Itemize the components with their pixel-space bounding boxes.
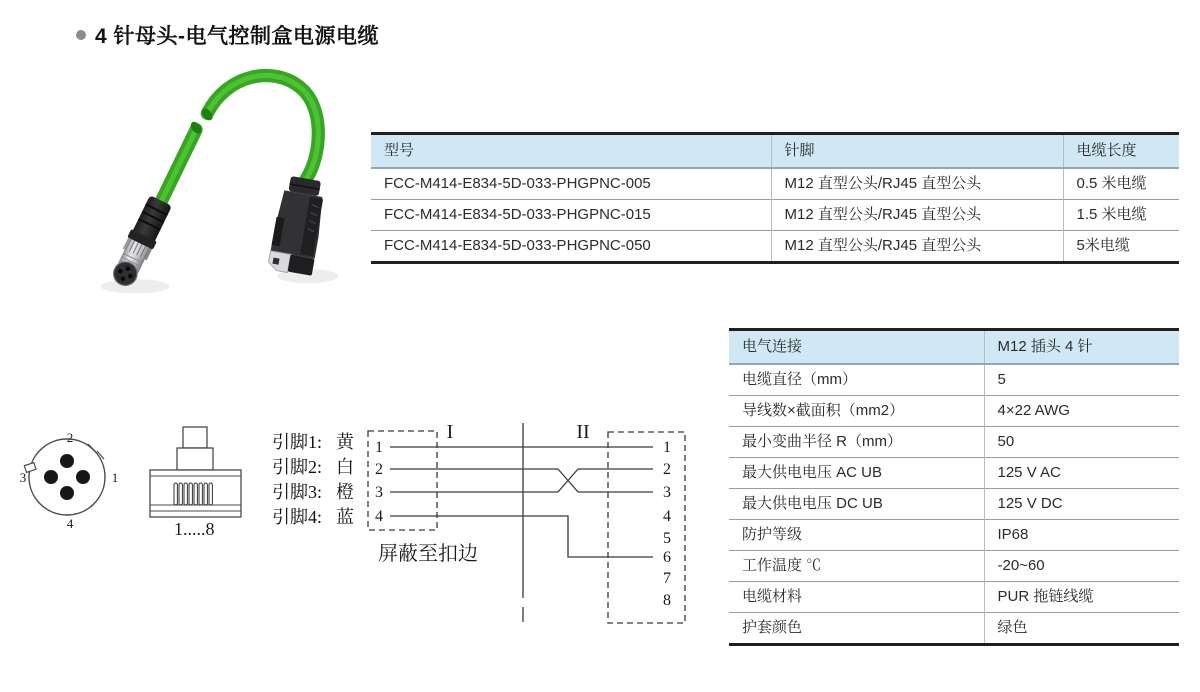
table-cell: 0.5 米电缆 <box>1063 168 1179 200</box>
m12-face-diagram <box>14 420 124 538</box>
table-row <box>729 396 1179 427</box>
models-table <box>371 132 1179 264</box>
table-row <box>729 364 1179 396</box>
bullet-icon <box>76 30 86 40</box>
rj45-connector <box>267 175 328 277</box>
m12-pin-label-2: 2 <box>66 430 74 445</box>
table-cell: 最小变曲半径 R（mm） <box>729 427 984 458</box>
shadow <box>100 279 169 293</box>
pin-color-legend <box>272 430 354 530</box>
models-table-body <box>371 168 1179 263</box>
column-header-model: 型号 <box>371 134 771 169</box>
table-row <box>729 458 1179 489</box>
legend-color: 黄 <box>336 432 354 452</box>
shield-note: 屏蔽至扣边 <box>378 543 478 565</box>
table-cell: 绿色 <box>984 613 1179 645</box>
page-title: 4 针母头-电气控制盒电源电缆 <box>95 25 380 48</box>
table-cell: FCC-M414-E834-5D-033-PHGPNC-050 <box>371 231 771 263</box>
table-cell: 护套颜色 <box>729 613 984 645</box>
right-pin-1: 1 <box>663 439 671 456</box>
right-pin-8: 8 <box>663 592 671 609</box>
legend-color: 白 <box>336 457 354 477</box>
left-pin-2: 2 <box>375 461 383 478</box>
legend-row <box>272 505 354 530</box>
connector-2-box <box>608 432 685 623</box>
right-pin-6: 6 <box>663 549 671 566</box>
right-pin-7: 7 <box>663 570 671 587</box>
legend-row <box>272 430 354 455</box>
legend-color: 蓝 <box>336 507 354 527</box>
specs-table <box>729 328 1179 646</box>
m12-connector <box>107 194 173 290</box>
table-row <box>371 168 1179 200</box>
right-pin-5: 5 <box>663 530 671 547</box>
table-cell: FCC-M414-E834-5D-033-PHGPNC-005 <box>384 175 651 192</box>
left-pin-3: 3 <box>375 484 383 501</box>
wires <box>390 447 653 557</box>
table-row <box>729 427 1179 458</box>
wiring-diagram <box>360 415 695 633</box>
table-cell: -20~60 <box>984 551 1179 582</box>
left-pin-1: 1 <box>375 439 383 456</box>
table-row <box>729 613 1179 645</box>
legend-pin: 引脚1: <box>272 432 323 452</box>
legend-row <box>272 455 354 480</box>
table-row <box>371 231 1179 263</box>
table-cell: FCC-M414-E834-5D-033-PHGPNC-015 <box>371 200 771 231</box>
table-cell: 电缆直径（mm） <box>742 371 857 388</box>
table-cell: 防护等级 <box>729 520 984 551</box>
table-cell: M12 直型公头/RJ45 直型公头 <box>771 231 1063 263</box>
specs-table-header-row <box>729 330 1179 365</box>
table-row <box>729 520 1179 551</box>
table-cell: 5米电缆 <box>1063 231 1179 263</box>
column-header-length: 电缆长度 <box>1063 134 1179 169</box>
column-header-pins: 针脚 <box>771 134 1063 169</box>
table-cell: 5 <box>984 364 1179 396</box>
table-cell: 导线数×截面积（mm2） <box>729 396 984 427</box>
rj45-pin-range-label: 1.....8 <box>174 519 215 539</box>
m12-pin-label-1: 1 <box>111 470 119 485</box>
table-cell: 工作温度 ℃ <box>729 551 984 582</box>
legend-pin: 引脚3: <box>272 482 323 502</box>
legend-pin: 引脚4: <box>272 507 323 527</box>
right-pin-4: 4 <box>663 508 671 525</box>
models-table-header-row <box>371 134 1179 169</box>
cable-segment <box>161 120 204 203</box>
table-cell: 125 V DC <box>984 489 1179 520</box>
connector-1-label: I <box>446 421 454 443</box>
table-cell: 最大供电电压 DC UB <box>729 489 984 520</box>
legend-color: 橙 <box>336 482 354 502</box>
table-row <box>729 551 1179 582</box>
table-cell: 电缆材料 <box>729 582 984 613</box>
table-cell: 125 V AC <box>984 458 1179 489</box>
table-cell: 1.5 米电缆 <box>1063 200 1179 231</box>
right-pin-3: 3 <box>663 484 671 501</box>
legend-pin: 引脚2: <box>272 457 323 477</box>
specs-table-body <box>729 364 1179 645</box>
table-cell: 4×22 AWG <box>984 396 1179 427</box>
m12-pin-label-4: 4 <box>66 516 74 531</box>
left-pin-4: 4 <box>375 508 383 525</box>
table-cell: M12 直型公头/RJ45 直型公头 <box>771 168 1063 200</box>
table-cell: PUR 拖链线缆 <box>984 582 1179 613</box>
legend-row <box>272 480 354 505</box>
right-pin-2: 2 <box>663 461 671 478</box>
table-cell: M12 直型公头/RJ45 直型公头 <box>771 200 1063 231</box>
table-cell: 最大供电电压 AC UB <box>729 458 984 489</box>
table-row <box>729 582 1179 613</box>
table-row <box>729 489 1179 520</box>
rj45-face-diagram <box>148 413 243 543</box>
section-title-row <box>76 20 379 50</box>
product-photo <box>72 60 367 300</box>
table-cell: 50 <box>984 427 1179 458</box>
table-cell: IP68 <box>984 520 1179 551</box>
table-row <box>371 200 1179 231</box>
connector-2-label: II <box>576 421 590 443</box>
m12-pin-label-3: 3 <box>19 470 27 485</box>
spec-header-value: M12 插头 4 针 <box>984 330 1179 365</box>
cable-arc <box>200 75 318 179</box>
spec-header-label: 电气连接 <box>729 330 984 365</box>
